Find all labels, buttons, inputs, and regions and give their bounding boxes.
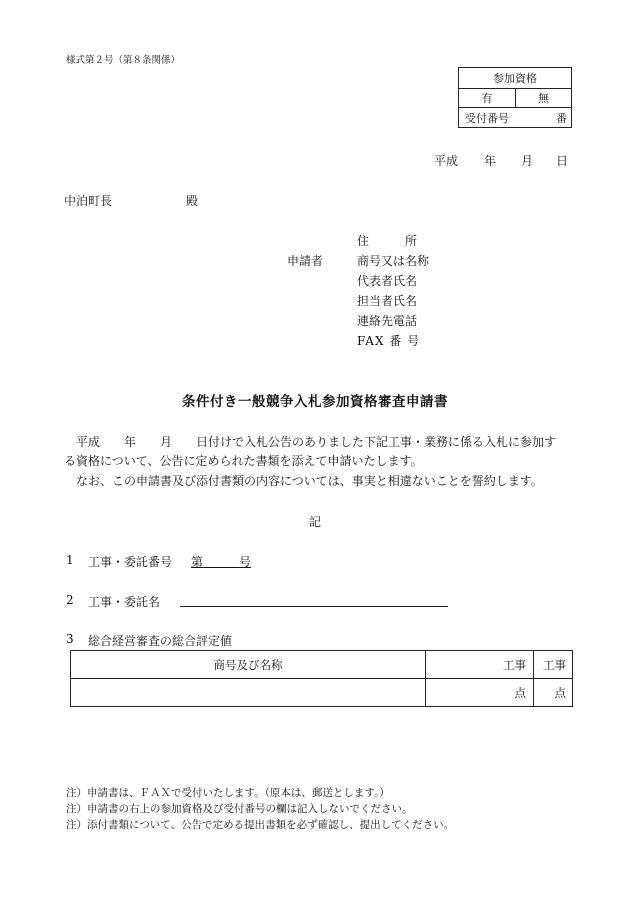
date-era: 平成 — [434, 154, 459, 168]
applicant-field-company: 商号又は名称 — [357, 254, 430, 268]
item1-number: 1 — [66, 553, 74, 567]
score-table-header-name: 商号及び名称 — [213, 657, 283, 672]
body-line-3: なお、この申請書及び添付書類の内容については、事実と相違ないことを誓約します。 — [76, 474, 543, 488]
date-month: 月 — [521, 154, 534, 168]
score-table-unit-col2: 点 — [554, 685, 566, 700]
item3-label: 総合経営審査の総合評定値 — [88, 634, 233, 648]
applicant-field-contact-person: 担当者氏名 — [357, 294, 418, 308]
item1-value: 第 号 — [191, 555, 252, 569]
item2-label: 工事・委託名 — [88, 595, 161, 609]
receipt-number-suffix: 番 — [556, 111, 567, 125]
score-table-header-col1: 工事 — [503, 657, 526, 672]
item2-blank-line — [180, 606, 448, 607]
addressee-name: 中泊町長 — [64, 194, 113, 208]
body-line-1: 平成 年 月 日付けで入札公告のありました下記工事・業務に係る入札に参加す — [76, 435, 557, 449]
applicant-field-representative: 代表者氏名 — [357, 274, 418, 288]
applicant-field-fax: FAX 番 号 — [357, 334, 421, 348]
document-title: 条件付き一般競争入札参加資格審査申請書 — [182, 394, 448, 410]
qualification-no: 無 — [538, 91, 549, 105]
applicant-field-phone: 連絡先電話 — [357, 314, 418, 328]
note-2: 注）申請書の右上の参加資格及び受付番号の欄は記入しないでください。 — [66, 803, 413, 815]
note-3: 注）添付書類について、公告で定める提出書類を必ず確認し、提出してください。 — [66, 819, 455, 831]
date-day: 日 — [556, 154, 569, 168]
date-year: 年 — [484, 154, 497, 168]
receipt-number-label: 受付番号 — [465, 111, 509, 125]
item3-number: 3 — [66, 632, 74, 646]
applicant-label: 申請者 — [287, 254, 324, 268]
score-table — [70, 650, 573, 707]
body-line-2: る資格について、公告に定められた書類を添えて申請いたします。 — [64, 454, 423, 468]
applicant-field-address: 住 所 — [357, 234, 418, 248]
form-number: 様式第２号（第８条関係） — [66, 55, 181, 66]
qualification-box — [458, 67, 572, 128]
item1-label: 工事・委託番号 — [88, 555, 173, 569]
ki-heading: 記 — [308, 515, 321, 529]
item2-number: 2 — [66, 593, 74, 607]
addressee-honorific: 殿 — [186, 194, 199, 208]
note-1: 注）申請書は、ＦＡＸで受付いたします。（原本は、郵送とします。） — [66, 787, 390, 799]
score-table-unit-col1: 点 — [514, 685, 526, 700]
qualification-yes: 有 — [481, 91, 493, 105]
score-table-header-col2: 工事 — [543, 657, 566, 672]
qualification-title: 参加資格 — [493, 72, 537, 85]
